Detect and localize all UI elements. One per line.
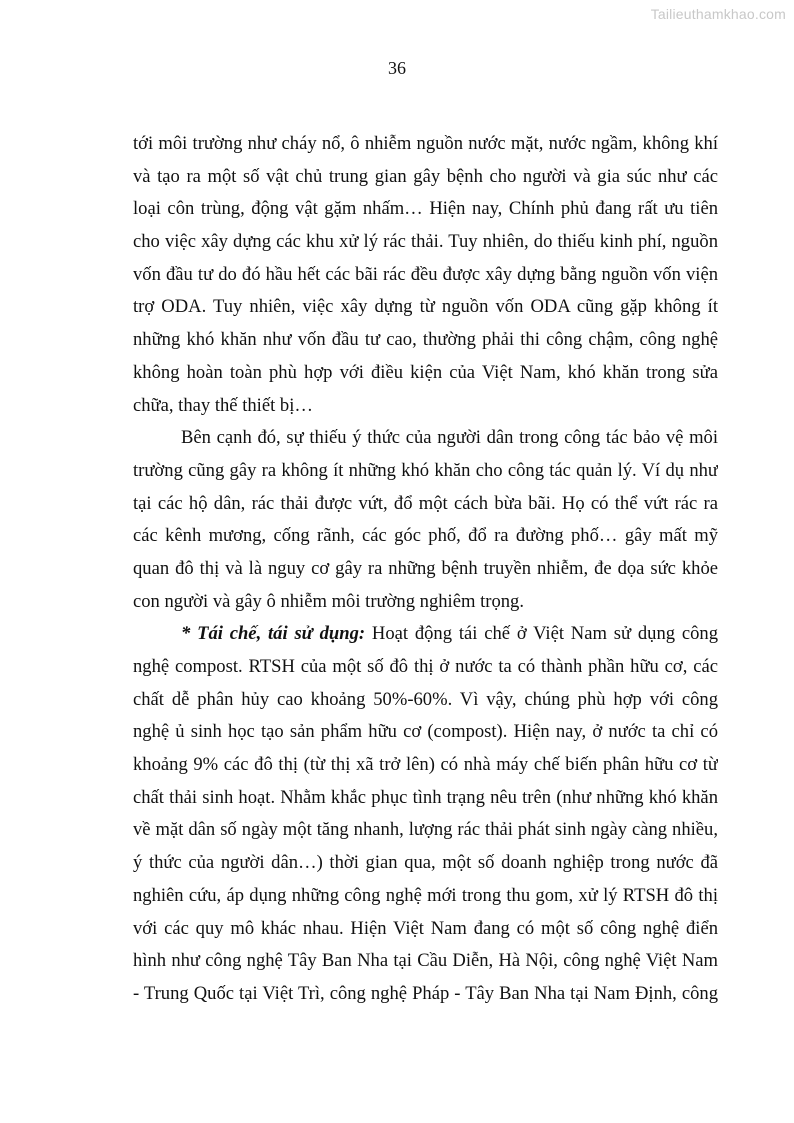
text-line: nghiên cứu, áp dụng những công nghệ mới trong thu gom, xử lý RTSH đô thị [133,884,718,906]
text-line: nghệ ủ sinh học tạo sản phẩm hữu cơ (compost). Hiện nay, ở nước ta chỉ có [133,721,718,743]
text-line: tại các hộ dân, rác thải được vứt, đổ một cách bừa bãi. Họ có thể vứt rác ra [133,492,718,514]
text-line: những khó khăn như vốn đầu tư cao, thường phải thi công chậm, công nghệ [133,329,718,351]
watermark: Tailieuthamkhao.com [650,6,786,22]
text-line [133,618,718,651]
text-line: khoảng 9% các đô thị (từ thị xã trở lên) có nhà máy chế biến phân hữu cơ từ [133,754,718,776]
text-line: Bên cạnh đó, sự thiếu ý thức của người dân trong công tác bảo vệ môi [181,427,718,449]
text-line: các kênh mương, cống rãnh, các góc phố, đổ ra đường phố… gây mất mỹ [133,525,718,547]
text-line: chất thải sinh hoạt. Nhằm khắc phục tình trạng nêu trên (như những khó khăn [133,786,718,808]
body-text [133,128,718,1011]
lead-line-rest: Hoạt động tái chế ở Việt Nam sử dụng công [365,623,718,645]
page-number: 36 [388,58,406,78]
text-line: về mặt dân số ngày một tăng nhanh, lượng rác thải phát sinh ngày càng nhiều, [133,819,718,841]
text-line: cho việc xây dựng các khu xử lý rác thải. Tuy nhiên, do thiếu kinh phí, nguồn [133,231,718,253]
text-line: chất dễ phân hủy cao khoảng 50%-60%. Vì vậy, chúng phù hợp với công [133,688,718,710]
paragraph-1 [133,128,718,422]
text-line: tới môi trường như cháy nổ, ô nhiễm nguồn nước mặt, nước ngầm, không khí [133,133,718,154]
text-line: và tạo ra một số vật chủ trung gian gây bệnh cho người và gia súc như các [133,165,718,187]
section-lead: * Tái chế, tái sử dụng: [181,623,366,645]
text-line: quan đô thị và là nguy cơ gây ra những bệnh truyền nhiễm, đe dọa sức khỏe [133,557,718,579]
text-line: chữa, thay thế thiết bị… [133,394,313,416]
text-line: hình như công nghệ Tây Ban Nha tại Cầu Diễn, Hà Nội, công nghệ Việt Nam [133,950,718,972]
text-line: với các quy mô khác nhau. Hiện Việt Nam đang có một số công nghệ điển [133,917,718,939]
paragraph-2 [133,422,718,618]
text-line: con người và gây ô nhiễm môi trường nghiêm trọng. [133,590,524,612]
text-line: trợ ODA. Tuy nhiên, việc xây dựng từ nguồn vốn ODA cũng gặp không ít [133,296,718,318]
text-line: vốn đầu tư do đó hầu hết các bãi rác đều được xây dựng bằng nguồn vốn viện [133,263,718,285]
paragraph-3 [133,618,718,1010]
text-line: trường cũng gây ra không ít những khó khăn cho công tác quản lý. Ví dụ như [133,459,718,481]
text-line: ý thức của người dân…) thời gian qua, một số doanh nghiệp trong nước đã [133,852,718,874]
text-line: - Trung Quốc tại Việt Trì, công nghệ Pháp - Tây Ban Nha tại Nam Định, công [133,982,718,1004]
text-line: nghệ compost. RTSH của một số đô thị ở nước ta có thành phần hữu cơ, các [133,656,718,677]
text-line: loại côn trùng, động vật gặm nhấm… Hiện nay, Chính phủ đang rất ưu tiên [133,198,718,220]
text-line: không hoàn toàn phù hợp với điều kiện của Việt Nam, khó khăn trong sửa [133,361,718,383]
